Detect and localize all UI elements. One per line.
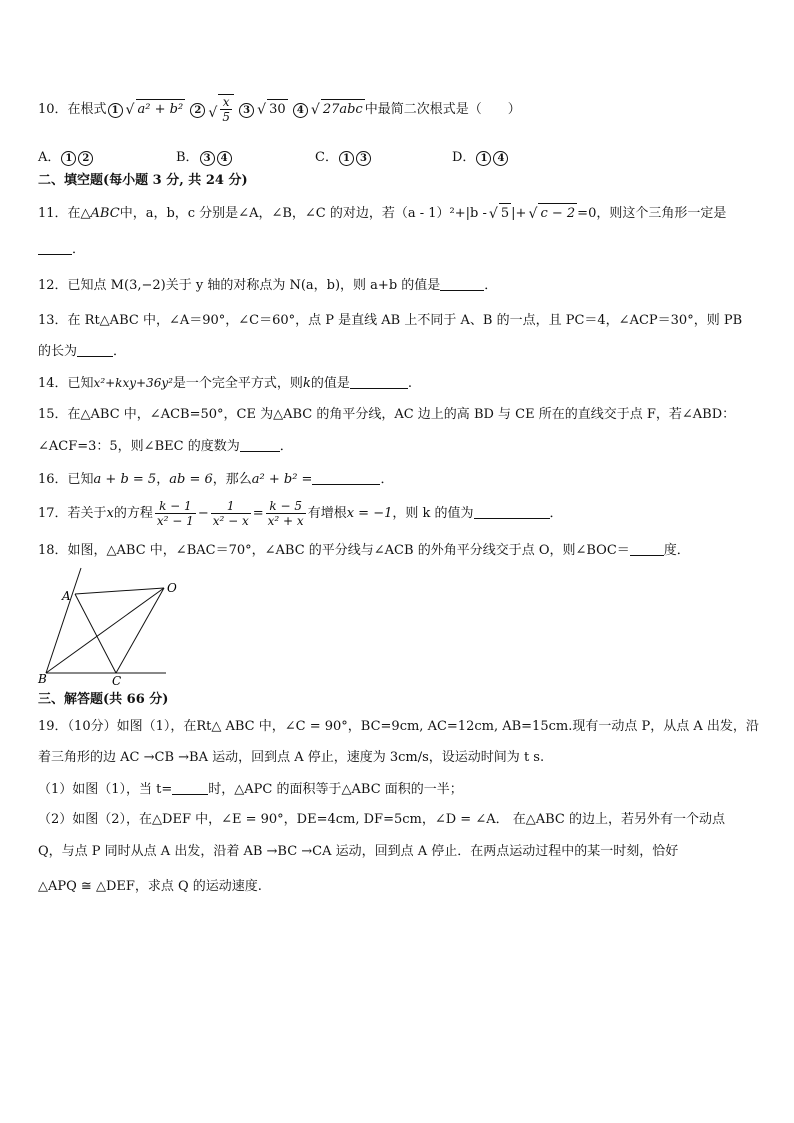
q14-text1: 14．已知 <box>38 376 94 391</box>
answer-blank[interactable] <box>440 276 484 291</box>
question-15-line-2 <box>38 437 293 456</box>
fraction-2 <box>211 499 251 528</box>
q19-line3b: 时，△APC 的面积等于△ABC 面积的一半； <box>208 782 463 797</box>
option-d <box>452 146 509 166</box>
q12-text2: 关于 y 轴的对称点为 N(a，b)，则 a+b 的值是 <box>165 278 441 293</box>
q16-end: ． <box>380 472 394 487</box>
q11-abc: ABC <box>90 206 120 221</box>
question-19-line-4: （2）如图（2），在△DEF 中，∠E = 90°，DE=4cm, DF=5cm，∠D = ∠A． 在△ABC 的边上，若另外有一个动点 <box>38 812 725 827</box>
circled-number: 1 <box>339 151 354 166</box>
question-19-line-1: 19．（10分）如图（1），在Rt△ ABC 中，∠C = 90°，BC=9cm, AC=12cm, AB=15cm.现有一动点 P，从点 A 出发，沿 <box>38 719 759 734</box>
answer-blank[interactable] <box>474 504 550 519</box>
answer-blank[interactable] <box>77 342 113 357</box>
section-heading-fill-blank: 二、填空题(每小题 3 分, 共 24 分) <box>38 173 248 188</box>
circled-number: 1 <box>61 151 76 166</box>
circled-number: 1 <box>476 151 491 166</box>
q12-text1: 12．已知点 M <box>38 278 124 293</box>
circled-number: 4 <box>293 103 308 118</box>
option-b <box>176 146 233 166</box>
fraction-3-den: x² + x <box>267 514 304 528</box>
q16-sep: ， <box>156 472 170 487</box>
radical-2-num: x <box>220 95 232 110</box>
answer-blank[interactable] <box>172 780 208 795</box>
q18-text1: 18．如图，△ABC 中，∠BAC＝70°，∠ABC 的平分线与∠ACB 的外角平分线交于点 O，则∠BOC＝ <box>38 543 630 558</box>
q15-line2: ∠ACF=3：5，则∠BEC 的度数为 <box>38 439 240 454</box>
q16-expr3: a² + b² = <box>251 472 313 487</box>
q14-text3: 的值是 <box>310 376 350 391</box>
q16-text2: ，那么 <box>212 472 252 487</box>
q17-minus: − <box>197 506 209 521</box>
q11-text2: 中，a，b，c 分别是∠A，∠B，∠C 的对边，若（a - 1）²+|b - <box>119 206 487 221</box>
radical-4-content: 27abc <box>321 99 365 119</box>
circled-number: 4 <box>493 151 508 166</box>
option-c <box>315 146 372 166</box>
fraction-2-den: x² − x <box>212 514 249 528</box>
circled-number: 4 <box>217 151 232 166</box>
question-19-line-2: 着三角形的边 AC →CB →BA 运动，回到点 A 停止，速度为 3cm/s，设运动时间为 t s. <box>38 750 545 765</box>
q12-coord: (3,−2) <box>124 278 166 293</box>
q11-answer-blank-line: ． <box>38 240 85 259</box>
q19-line3a: （1）如图（1），当 t= <box>38 782 173 797</box>
radical-2: √ $\frac{x}{5}$ <box>208 94 234 124</box>
triangle-figure <box>36 560 181 690</box>
question-14 <box>38 374 412 393</box>
q16-text1: 16．已知 <box>38 472 94 487</box>
fraction-3-num: k − 5 <box>266 499 306 514</box>
fraction-2-num: 1 <box>211 499 251 514</box>
q17-text1: 17．若关于 <box>38 506 107 521</box>
fraction-1-den: x² − 1 <box>156 514 194 528</box>
q18-text2: 度． <box>663 543 690 558</box>
question-17 <box>38 498 563 530</box>
q17-end: ． <box>549 506 563 521</box>
q16-expr1: a + b = 5 <box>93 472 157 487</box>
question-18 <box>38 541 690 560</box>
radical-1: √ a² + b² <box>126 99 186 119</box>
question-19-line-6: △APQ ≅ △DEF，求点 Q 的运动速度. <box>38 879 262 894</box>
fraction-1 <box>155 499 196 528</box>
question-13-line-1: 13．在 Rt△ABC 中，∠A＝90°，∠C＝60°，点 P 是直线 AB 上不同于 A、B 的一点，且 PC＝4，∠ACP＝30°，则 PB <box>38 313 743 328</box>
answer-blank[interactable] <box>630 541 664 556</box>
line-co <box>116 588 164 673</box>
circled-number: 3 <box>239 103 254 118</box>
sqrt-c-2: √ c − 2 <box>528 203 577 223</box>
label-b: B <box>38 672 47 686</box>
radical-3-content: 30 <box>267 99 288 119</box>
radical-4: √ 27abc <box>311 99 365 119</box>
q11-text1: 11．在△ <box>38 206 91 221</box>
option-b-label: B． <box>176 150 199 165</box>
question-15-line-1: 15．在△ABC 中，∠ACB=50°，CE 为△ABC 的角平分线，AC 边上的高 BD 与 CE 所在的直线交于点 F，若∠ABD： <box>38 407 736 422</box>
q12-text3: ． <box>484 278 498 293</box>
q13-line2: 的长为 <box>38 344 78 359</box>
question-10 <box>38 94 521 124</box>
q17-text3: 有增根 <box>307 506 347 521</box>
radical-3: √ 30 <box>257 99 288 119</box>
section-heading-solutions: 三、解答题(共 66 分) <box>38 692 169 707</box>
q11-text3: |+ <box>511 206 527 221</box>
q14-text2: 是一个完全平方式，则 <box>172 376 303 391</box>
answer-blank[interactable] <box>38 240 72 255</box>
line-ao <box>75 588 164 594</box>
label-a: A <box>62 589 71 603</box>
q14-expr: x²+kxy+36y² <box>93 376 173 390</box>
question-12 <box>38 276 497 295</box>
circled-number: 2 <box>190 103 205 118</box>
answer-blank[interactable] <box>240 437 280 452</box>
q10-suffix: 中最简二次根式是（ ） <box>364 102 521 117</box>
q16-expr2: ab = 6 <box>169 472 213 487</box>
q17-x: x <box>106 506 114 521</box>
sqrt-5: √ 5 <box>489 203 511 223</box>
radical-2-den: 5 <box>222 110 230 124</box>
fraction-3 <box>266 499 306 528</box>
q17-root: x = −1 <box>346 506 393 521</box>
q14-end: . <box>407 376 412 391</box>
circled-number: 2 <box>78 151 93 166</box>
q15-line2-end: ． <box>279 439 293 454</box>
sqrt-5-content: 5 <box>499 203 511 223</box>
sqrt-c-2-content: c − 2 <box>538 203 577 223</box>
question-19-line-5: Q，与点 P 同时从点 A 出发，沿着 AB →BC →CA 运动，回到点 A 停止．在两点运动过程中的某一时刻，恰好 <box>38 844 679 859</box>
question-11 <box>38 203 726 223</box>
line-ac <box>75 594 116 673</box>
circled-number: 1 <box>108 103 123 118</box>
q14-k: k <box>302 376 311 391</box>
option-a-label: A． <box>38 150 61 165</box>
question-19-line-3 <box>38 780 463 799</box>
option-c-label: C． <box>315 150 338 165</box>
line-ba-extended <box>46 568 81 673</box>
q11-text4: =0，则这个三角形一定是 <box>577 206 727 221</box>
question-16 <box>38 470 393 489</box>
q10-prefix: 10．在根式 <box>38 102 107 117</box>
answer-blank[interactable] <box>312 470 380 485</box>
label-c: C <box>112 674 122 688</box>
label-o: O <box>167 581 177 595</box>
q17-eq: = <box>252 506 264 521</box>
q13-line2-end: ． <box>113 344 127 359</box>
answer-blank[interactable] <box>350 374 408 389</box>
fraction-1-num: k − 1 <box>155 499 196 514</box>
radical-1-content: a² + b² <box>136 99 186 119</box>
q17-text4: ，则 k 的值为 <box>392 506 474 521</box>
circled-number: 3 <box>200 151 215 166</box>
question-13-line-2 <box>38 342 126 361</box>
option-a <box>38 146 94 166</box>
q17-text2: 的方程 <box>113 506 153 521</box>
circled-number: 3 <box>356 151 371 166</box>
option-d-label: D． <box>452 150 476 165</box>
